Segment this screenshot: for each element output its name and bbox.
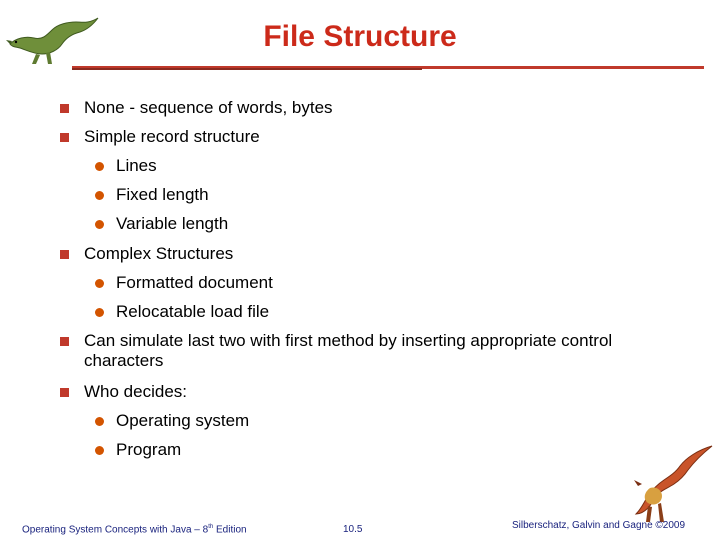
bullet-text: Simple record structure xyxy=(84,127,260,146)
footer-book-title-sup: th xyxy=(208,524,214,530)
bullet-square xyxy=(60,250,69,259)
bullet-dot xyxy=(95,279,104,288)
bullet-text: Operating system xyxy=(116,411,250,430)
bullet-square xyxy=(60,337,69,346)
bullet-dot xyxy=(95,446,104,455)
footer-book-title xyxy=(22,524,247,535)
bullet-square xyxy=(60,104,69,113)
bullet-dot xyxy=(95,191,104,200)
bullet-text: Fixed length xyxy=(116,185,209,204)
bullet-text: Can simulate last two with first method by inserting appropriate control characters xyxy=(84,331,613,370)
bullet-text: Who decides: xyxy=(84,382,187,401)
dinosaur-icon xyxy=(628,444,714,524)
bullet-square xyxy=(60,133,69,142)
slide-number: 10.5 xyxy=(343,524,363,535)
bullet-text: None - sequence of words, bytes xyxy=(84,98,333,117)
bullet-square xyxy=(60,388,69,397)
bullet-text: Program xyxy=(116,440,182,459)
bullet-text: Lines xyxy=(116,156,157,175)
page-title: File Structure xyxy=(263,20,457,53)
bullet-text: Relocatable load file xyxy=(116,302,270,321)
footer-book-title-text: Operating System Concepts with Java – 8 xyxy=(22,524,209,536)
bullet-dot xyxy=(95,220,104,229)
bullet-dot xyxy=(95,308,104,317)
bullet-dot xyxy=(95,162,104,171)
footer-authors: Silberschatz, Galvin and Gagne ©2009 xyxy=(512,520,686,531)
footer-book-title-edition: Edition xyxy=(213,524,247,536)
bullet-text: Formatted document xyxy=(116,273,273,292)
bullet-text: Complex Structures xyxy=(84,244,234,263)
bullet-text: Variable length xyxy=(116,214,229,233)
bullet-dot xyxy=(95,417,104,426)
